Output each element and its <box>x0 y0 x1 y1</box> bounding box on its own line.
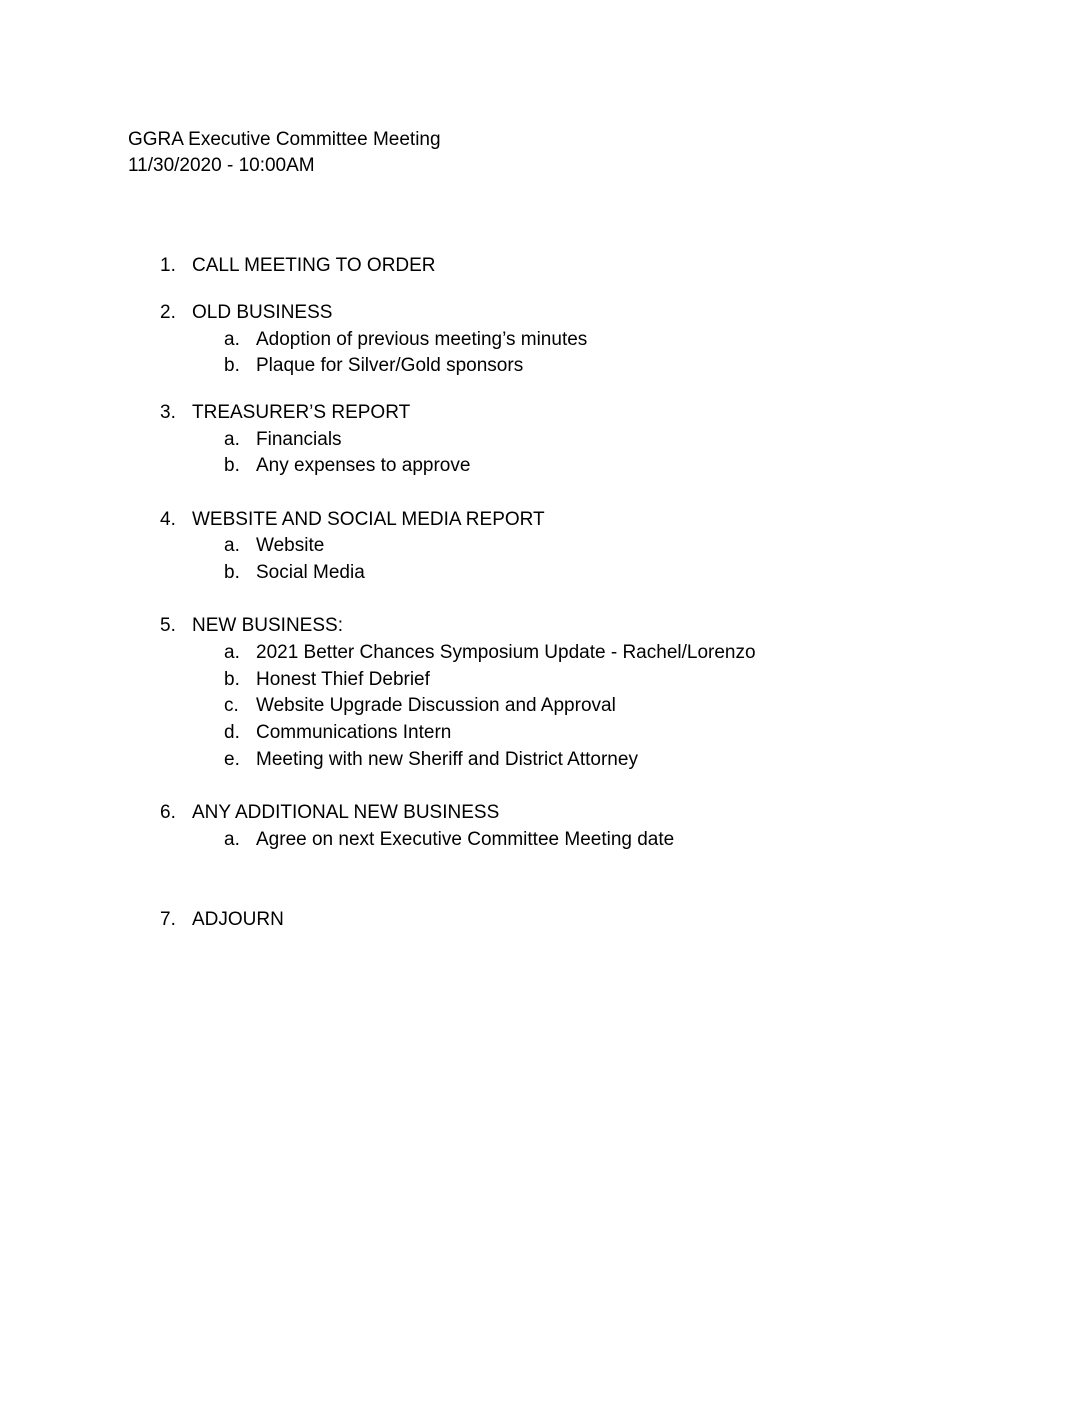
agenda-item-label: TREASURER’S REPORT <box>192 402 411 423</box>
agenda-item-label: WEBSITE AND SOCIAL MEDIA REPORT <box>192 509 545 530</box>
agenda-subitem-label: Social Media <box>256 562 365 583</box>
agenda-subitem-label: Financials <box>256 429 342 450</box>
agenda-item-number: 4. <box>160 509 176 530</box>
agenda-subitem-label: Agree on next Executive Committee Meeting date <box>256 829 675 850</box>
agenda-subitem-label: Website <box>256 535 325 556</box>
agenda-item-label: ANY ADDITIONAL NEW BUSINESS <box>192 802 500 823</box>
agenda-subitem-letter: b. <box>224 562 240 583</box>
agenda-subitem-letter: a. <box>224 829 240 850</box>
agenda-item-number: 6. <box>160 802 176 823</box>
agenda-item-label: NEW BUSINESS: <box>192 615 343 636</box>
agenda-subitem-label: Any expenses to approve <box>256 455 471 476</box>
agenda-item-label: ADJOURN <box>192 909 284 930</box>
meeting-title: GGRA Executive Committee Meeting <box>128 129 441 150</box>
agenda-item-number: 1. <box>160 255 176 276</box>
agenda-subitem-letter: b. <box>224 355 240 376</box>
agenda-subitem-letter: b. <box>224 669 240 690</box>
agenda-subitem-letter: b. <box>224 455 240 476</box>
agenda-subitem-label: 2021 Better Chances Symposium Update - Rachel/Lorenzo <box>256 642 756 663</box>
agenda-subitem-label: Communications Intern <box>256 722 452 743</box>
agenda-item-label: CALL MEETING TO ORDER <box>192 255 436 276</box>
agenda-subitem-label: Plaque for Silver/Gold sponsors <box>256 355 524 376</box>
agenda-subitem-label: Honest Thief Debrief <box>256 669 430 690</box>
agenda-subitem-letter: a. <box>224 429 240 450</box>
meeting-datetime: 11/30/2020 - 10:00AM <box>128 155 315 176</box>
agenda-subitem-label: Adoption of previous meeting’s minutes <box>256 329 588 350</box>
agenda-subitem-letter: a. <box>224 329 240 350</box>
agenda-item-number: 5. <box>160 615 176 636</box>
agenda-item-number: 7. <box>160 909 176 930</box>
agenda-subitem-letter: c. <box>224 695 239 716</box>
agenda-item-number: 2. <box>160 302 176 323</box>
agenda-subitem-letter: d. <box>224 722 240 743</box>
agenda-subitem-label: Meeting with new Sheriff and District Attorney <box>256 749 638 770</box>
agenda-subitem-letter: a. <box>224 535 240 556</box>
agenda-item-label: OLD BUSINESS <box>192 302 333 323</box>
agenda-subitem-letter: e. <box>224 749 240 770</box>
agenda-item-number: 3. <box>160 402 176 423</box>
agenda-subitem-label: Website Upgrade Discussion and Approval <box>256 695 616 716</box>
agenda-subitem-letter: a. <box>224 642 240 663</box>
